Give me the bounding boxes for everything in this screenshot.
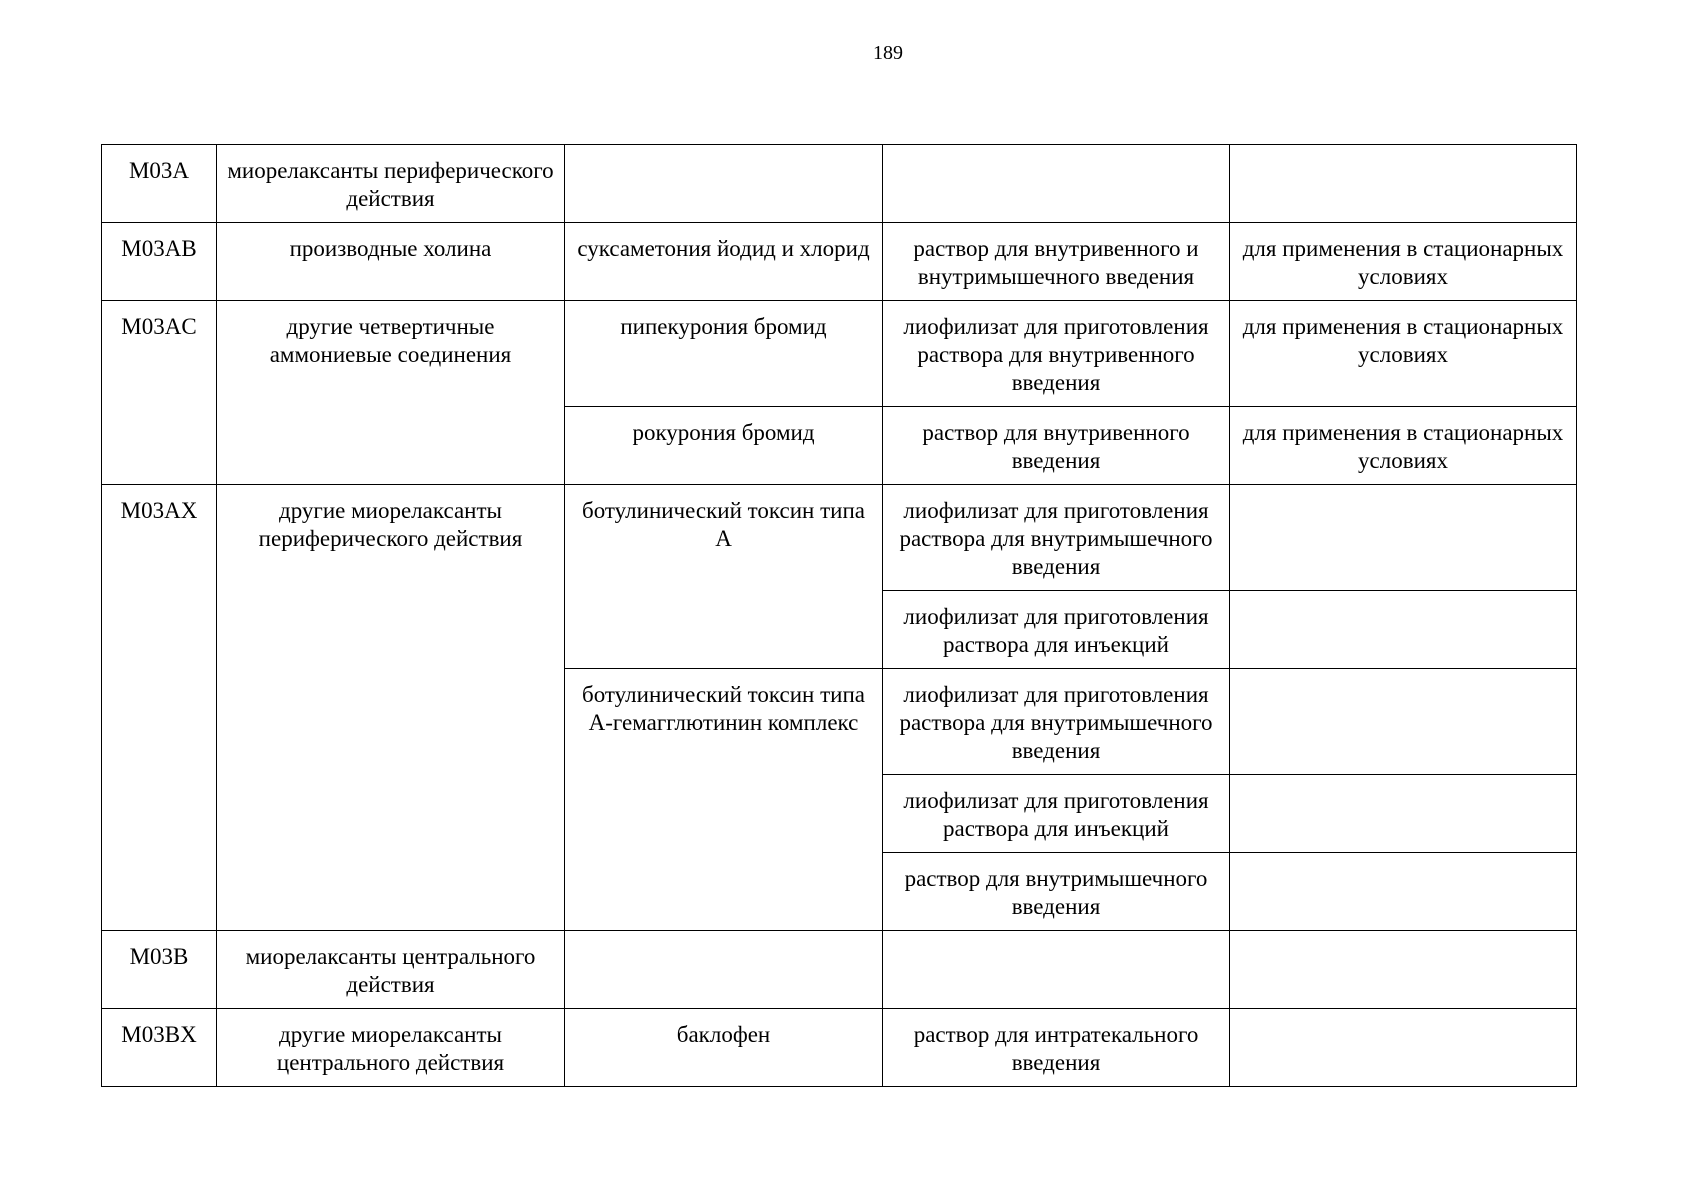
empty-cell	[1230, 485, 1577, 591]
group-name: производные холина	[217, 223, 565, 301]
group-name: другие миорелаксанты центрального действия	[217, 1009, 565, 1087]
group-name: миорелаксанты периферического действия	[217, 145, 565, 223]
table-row	[102, 301, 1577, 407]
dosage-form: раствор для внутривенного и внутримышечного введения	[883, 223, 1230, 301]
dosage-form: раствор для интратекального введения	[883, 1009, 1230, 1087]
group-name: миорелаксанты центрального действия	[217, 931, 565, 1009]
drug-name: ботулинический токсин типа A	[565, 485, 883, 669]
empty-cell	[1230, 931, 1577, 1009]
dosage-form: лиофилизат для приготовления раствора для внутримышечного введения	[883, 485, 1230, 591]
dosage-form: раствор для внутримышечного введения	[883, 853, 1230, 931]
dosage-form: лиофилизат для приготовления раствора для инъекций	[883, 775, 1230, 853]
atc-code: M03AC	[102, 301, 217, 485]
drug-name: баклофен	[565, 1009, 883, 1087]
drug-name: суксаметония йодид и хлорид	[565, 223, 883, 301]
group-name: другие четвертичные аммониевые соединения	[217, 301, 565, 485]
table-row	[102, 931, 1577, 1009]
empty-cell	[1230, 145, 1577, 223]
table-row	[102, 145, 1577, 223]
table-row	[102, 1009, 1577, 1087]
empty-cell	[565, 931, 883, 1009]
usage-note: для применения в стационарных условиях	[1230, 407, 1577, 485]
drug-name: рокурония бромид	[565, 407, 883, 485]
atc-code: M03B	[102, 931, 217, 1009]
drug-table	[101, 144, 1577, 1087]
empty-cell	[1230, 775, 1577, 853]
table-row	[102, 485, 1577, 591]
drug-name: ботулинический токсин типа A-гемагглютинин комплекс	[565, 669, 883, 931]
atc-code: M03AX	[102, 485, 217, 931]
usage-note: для применения в стационарных условиях	[1230, 223, 1577, 301]
empty-cell	[883, 931, 1230, 1009]
dosage-form: лиофилизат для приготовления раствора для внутривенного введения	[883, 301, 1230, 407]
empty-cell	[1230, 853, 1577, 931]
atc-code: M03A	[102, 145, 217, 223]
atc-code: M03BX	[102, 1009, 217, 1087]
empty-cell	[565, 145, 883, 223]
empty-cell	[1230, 1009, 1577, 1087]
empty-cell	[1230, 669, 1577, 775]
group-name: другие миорелаксанты периферического действия	[217, 485, 565, 931]
empty-cell	[883, 145, 1230, 223]
dosage-form: лиофилизат для приготовления раствора для инъекций	[883, 591, 1230, 669]
usage-note: для применения в стационарных условиях	[1230, 301, 1577, 407]
dosage-form: лиофилизат для приготовления раствора для внутримышечного введения	[883, 669, 1230, 775]
drug-name: пипекурония бромид	[565, 301, 883, 407]
table-row	[102, 223, 1577, 301]
atc-code: M03AB	[102, 223, 217, 301]
page-number: 189	[873, 42, 903, 64]
dosage-form: раствор для внутривенного введения	[883, 407, 1230, 485]
empty-cell	[1230, 591, 1577, 669]
